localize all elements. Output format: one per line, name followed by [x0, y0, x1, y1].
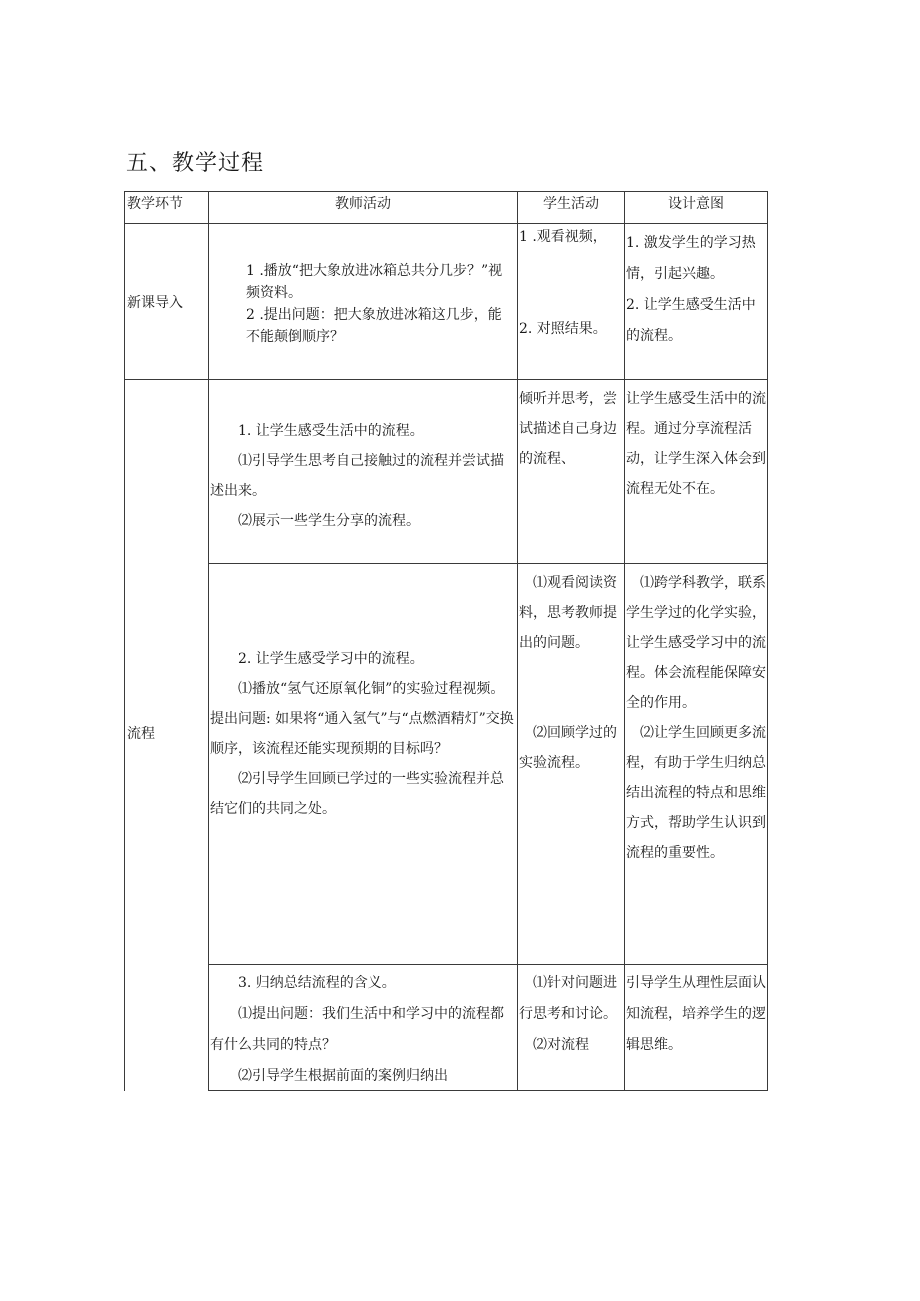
row4-teacher-item-2: ⑴提出问题：我们生活中和学习中的流程都有什么共同的特点？	[210, 1006, 504, 1053]
row4-intent	[626, 968, 766, 1061]
row3-teacher-item-2: ⑴播放“氢气还原氧化铜”的实验过程视频。提出问题: 如果将“通入氢气”与“点燃酒精灯”交换顺序，该流程还能实现预期的目标吗？	[210, 681, 514, 757]
row4-student-item-1: ⑴针对问题进行思考和讨论。	[519, 975, 617, 1022]
row1-student	[519, 226, 617, 340]
section-heading: 五、教学过程	[126, 151, 265, 176]
row4-teacher-item-3: ⑵引导学生根据前面的案例归纳出	[238, 1068, 448, 1084]
row4-student	[519, 968, 617, 1061]
header-student: 学生活动	[543, 196, 599, 212]
row2-student	[519, 384, 617, 474]
row2-student-item-1: 倾听并思考，尝试描述自己身边的流程、	[519, 391, 617, 467]
header-stage: 教学环节	[127, 196, 183, 212]
row3-intent-item-2: ⑵让学生回顾更多流程，有助于学生归纳总结出流程的特点和思维方式，帮助学生认识到流程的重要性。	[626, 725, 766, 861]
row3-teacher	[210, 644, 515, 824]
row4-teacher	[210, 968, 515, 1092]
row2-teacher-item-2: ⑴引导学生思考自己接触过的流程并尝试描述出来。	[210, 453, 504, 499]
row1-stage: 新课导入	[127, 295, 183, 311]
row1-intent	[626, 228, 766, 352]
row2-stage: 流程	[127, 726, 155, 742]
row3-student	[519, 568, 617, 778]
row1-intent-item-2: 2. 让学生感受生活中的流程。	[626, 297, 756, 344]
row1-intent-item-1: 1. 激发学生的学习热情，引起兴趣。	[626, 235, 756, 282]
row4-student-item-2: ⑵对流程	[533, 1037, 589, 1053]
row1-teacher-item-1: 1 .播放“把大象放进冰箱总共分几步？”视频资料。	[246, 263, 503, 301]
row3-teacher-item-3: ⑵引导学生回顾已学过的一些实验流程并总结它们的共同之处。	[210, 771, 504, 817]
row3-intent	[626, 568, 766, 868]
row1-student-item-2: 2. 对照结果。	[519, 321, 607, 337]
row3-student-item-1: ⑴观看阅读资料，思考教师提出的问题。	[519, 575, 617, 651]
row2-intent-item-1: 让学生感受生活中的流程。通过分享流程活动，让学生深入体会到流程无处不在。	[626, 391, 766, 497]
row4-teacher-item-1: 3. 归纳总结流程的含义。	[238, 975, 396, 991]
row4-intent-item-1: 引导学生从理性层面认知流程，培养学生的逻辑思维。	[626, 975, 766, 1053]
row1-student-item-1: 1 .观看视频，	[519, 229, 607, 245]
row3-intent-item-1: ⑴跨学科教学，联系学生学过的化学实验，让学生感受学习中的流程。体会流程能保障安全的作用。	[626, 575, 766, 711]
row2-teacher	[210, 416, 515, 536]
row1-teacher	[246, 260, 508, 348]
header-teacher: 教师活动	[335, 196, 391, 212]
row3-student-item-2: ⑵回顾学过的实验流程。	[519, 725, 617, 771]
row3-teacher-item-1: 2. 让学生感受学习中的流程。	[238, 651, 424, 667]
row2-teacher-item-3: ⑵展示一些学生分享的流程。	[238, 513, 420, 529]
row2-teacher-item-1: 1. 让学生感受生活中的流程。	[238, 423, 424, 439]
header-intent: 设计意图	[668, 196, 724, 212]
row1-teacher-item-2: 2 .提出问题：把大象放进冰箱这几步，能不能颠倒顺序？	[246, 307, 502, 345]
row2-intent	[626, 384, 766, 504]
